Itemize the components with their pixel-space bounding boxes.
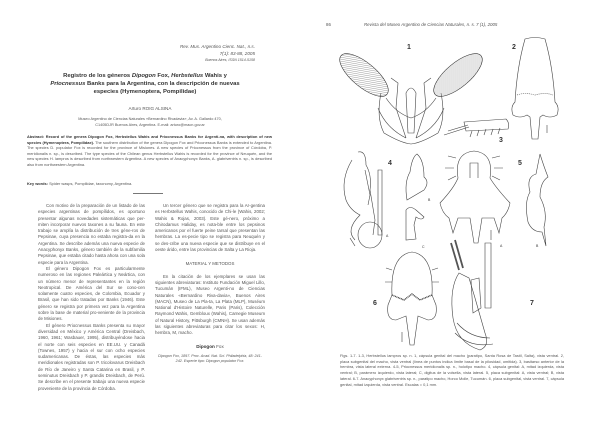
abstract	[27, 134, 272, 168]
affiliation	[0, 117, 300, 129]
figure-sublabel: A	[386, 234, 389, 238]
body-column-1	[38, 203, 145, 392]
page-number: 86	[326, 22, 331, 27]
section-heading: MATERIAL Y METODOS	[185, 261, 235, 267]
figure-label: 1	[407, 44, 411, 51]
journal-ref-line: Buenos Aires, ISSN 1514-5158	[205, 58, 255, 62]
paragraph: En la citación de los ejemplares se usan las siguientes abreviaturas: Instituto Fundación Miguel Lillo, Tucumán (IFML), Museo Argenti-no de Ciencias Naturales «Bernardino Riva-davia», Buenos Aires (MACN), Museo de La Pla-ta, La Plata (MLP), Muséum National d'Histoire Naturelle, Paris (Paris), Colección Raymond Wahis, Gembloux (Wahis), Carnegie Museum of Natural History, Pittsburgh (CMNH). Se usan además las siguientes abreviaturas para citar los sexos: H, hembra, M, macho.	[155, 273, 265, 336]
figure-6-subgenital-plate	[384, 250, 440, 350]
figure-sublabel: B	[428, 198, 431, 202]
title-text: Fox,	[155, 73, 172, 79]
figure-7-genital-half	[445, 238, 507, 356]
genus-reference: Dipogon Fox, 1897. Proc. Acad. Nat. Sci. Philadelphia, 48: 241-242. Especie tipo: Dipogon populator Fox.	[158, 353, 262, 364]
abstract-heading: Abstract: Record of the genera Dipogon Fox, Herbstellus Wahis and Priocnessus Banks for Argenti-na, with description of new species (Hymenoptera, Pompilidae).	[27, 134, 272, 145]
right-page	[300, 0, 600, 434]
paragraph: El género Dipogon Fox es particularmente numeroso en las regiones Paleártica y Neártica, con un número menor de representantes en la región Neotropical. De América del Sur se cono-cen solamente cuatro especies, de Colombia, Ecuador y Brasil, que han sido tratadas por Banks (1946). Este género se registra por primera vez para la Argentina sobre la base de material pro-veniente de la provincia de Misiones.	[38, 265, 145, 322]
abstract-text: The southern distribution of the genera Dipogon Fox and Priocnessus Banks is extended to Argentina. The species D. populator Fox is recorded for the province of Misiones. A new species of Priocnessus from the province of Córdoba, P. meridionalis n. sp., is described. The type species of the Chilean genus Herbstellus Wahis is recorded for the province of Neuquén, and the new species H. lampros is described from northwestern Argentina. A new species of Anacyphonyx Banks, A. glabriventris n. sp., is described also from northwestern Argentina.	[27, 139, 272, 167]
journal-ref-line: 7(1): 83-88, 2005	[219, 50, 255, 56]
affiliation-line: Museo Argentino de Ciencias Naturales «Bernardino Rivadavia», Av. A. Gallardo 470,	[78, 117, 222, 121]
divider	[133, 193, 163, 194]
figure-label: 6	[373, 300, 377, 307]
title-genus: Priocnessus	[50, 81, 86, 87]
paragraph: El género Priocnessus Banks presenta su mayor diversidad en México y América Central (Dreisbach, 1960, 1961; Wasbauer, 1995), distribuyéndose hacia el norte con seis especies en EE.UU. y Canadá (Townes, 1957) y hacia el sur con ocho especies sudamericanas. De éstas, las especies más meridionales registradas son P. tricolovarus Dreisbach de Río de Janeiro y Santa Catarina en Brasil, y P. seminutus Dreisbach y P. grandis Dreisbach, de Perú. Se describe en el presente trabajo una nueva especie proveniente de la provincia de Córdoba.	[38, 322, 145, 391]
article-title	[40, 72, 250, 96]
keywords-label: Key words:	[27, 181, 48, 186]
figure-5a-subgenital-plate	[436, 148, 514, 248]
figure-4c-digitus	[402, 205, 427, 241]
paragraph: Con motivo de la preparación de un listado de las especies argentinas de pompílidos, es oportuno presentar algunas novedades sistemáticas que per-miten incorporar nuevos taxones a su fauna. En este trabajo se amplía la distribución de tres géne-ros de Pepsinae, cuya presencia no estaba registra-da en la Argentina. Se describe además una nueva especie de Anacyphonyx Banks, género también de la subfamilia Pepsinae, que estaba citado hasta ahora con una sola especie para la Argentina.	[38, 203, 145, 265]
paragraph: Un tercer género que se registra para la Ar-gentina es Herbstellus Wahis, conocido de Chi-le (Wahis, 2002; Wahis & Rojas, 2003). Este gé-nero, próximo a Chirodamus Haliday, es nota-ble entre los pepsinos americanos por el fuerte peine tarsal que presentan las hembras. La es-pecie tipo se registra para Neuquén y se des-cribe una nueva especie que se distribuye en el oeste árido, entre las provincias de Salta y La Rioja.	[155, 203, 265, 253]
figure-5b-subgenital-lateral	[522, 152, 554, 248]
keywords	[27, 181, 132, 186]
figure-label: 7	[530, 300, 534, 307]
body-column-2	[155, 203, 265, 365]
title-text: Registro de los géneros	[63, 73, 132, 79]
figure-4b-paramere	[402, 152, 432, 202]
journal-ref-line: Rev. Mus. Argentino Cienc. Nat., n.s.	[179, 44, 255, 49]
genus-author: Fox	[214, 343, 224, 349]
figure-sublabel: A	[500, 244, 503, 248]
figure-caption: Figs. 1-7. 1-3, Herbstellus lampros sp. n. 1, cápsula genital del macho (paratipo, Santa Rosa de Tastil, Salta), vista ventral. 2, placa subgenital del macho, vista ventral (línea de puntos indica límite basal de la pilosidad, omitida). 3, basitarso anterior de la hembra, vista lateral externa. 4-5, Priocnessus meridionalis sp. n., holotipo macho. 4, cápsula genital: A, mitad izquierda, vista ventral; B, parámero izquierdo, vista lateral; C, digitus de la volsella, vista lateral. 5, placa subgenital: A, vista ventral; B, vista lateral. 6-7. Anacyphonyx glabriventris sp. n., paratipo macho, Horco Molle, Tucumán. 6, placa subgenital, vista ventral. 7, cápsula genital, mitad izquierda, vista ventral. Escalas = 0,1 mm.	[340, 353, 564, 387]
figure-label: 3	[499, 137, 503, 144]
genus-heading	[155, 344, 265, 350]
keywords-text: Spider wasps, Pompilidae, taxonomy, Argentina.	[47, 181, 133, 186]
author: Arturo ROIG ALSINA	[128, 106, 172, 111]
figure-label: 4	[388, 160, 392, 167]
title-text: Wahis y	[203, 73, 227, 79]
figure-3-basitarsus	[444, 117, 516, 139]
genus-name: Dipogon	[196, 343, 215, 349]
figure-label: 5	[518, 160, 522, 167]
figure-label: 2	[512, 44, 516, 51]
figure-sublabel: B	[536, 244, 539, 248]
running-head: Revista del Museo Argentino de Ciencias Naturales, n. s. 7 (1), 2005	[364, 22, 498, 27]
affiliation-line: C1405DJR Buenos Aires, Argentina. E-mail: arturo@macn.gov.ar	[95, 122, 205, 127]
figure-sublabel: C	[422, 245, 425, 249]
title-text: Banks para la Argentina, con la descripción de nuevas especies (Hymenoptera, Pompilidae)	[85, 81, 240, 95]
journal-reference	[180, 44, 255, 64]
title-genus: Herbstellus	[171, 73, 204, 79]
title-genus: Dipogon	[131, 73, 156, 79]
